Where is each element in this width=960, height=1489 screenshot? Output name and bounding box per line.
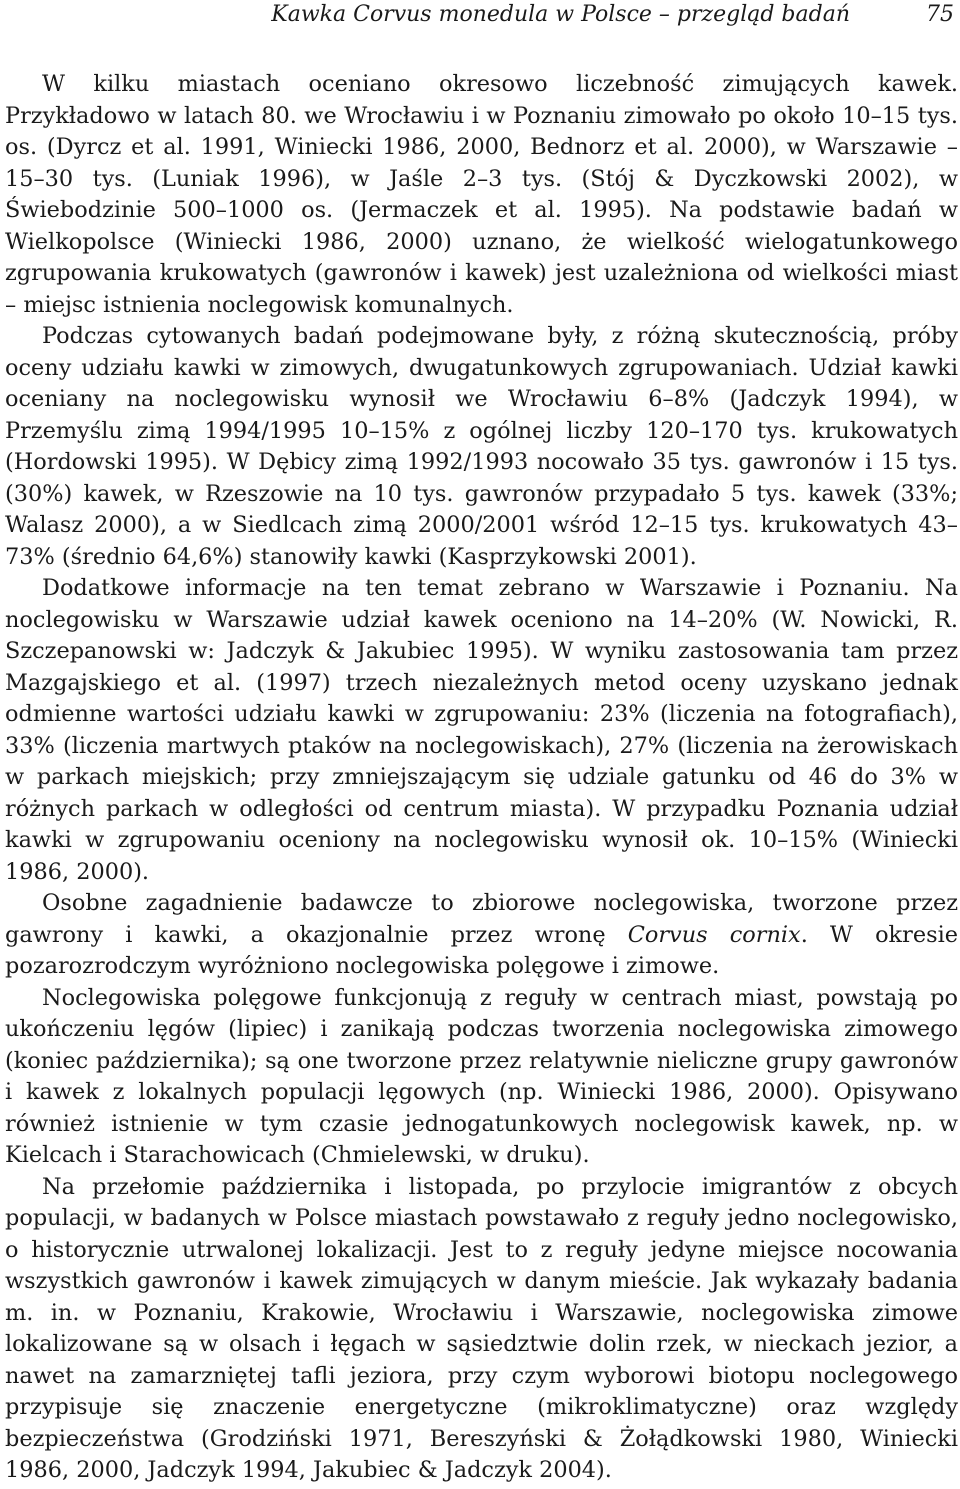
paragraph-communal-roosts-part2: . W okresie pozarozrodczym wyróżniono noclegowiska polęgowe i zimowe. bbox=[5, 921, 958, 979]
running-title: Kawka Corvus monedula w Polsce – przegląd badań bbox=[271, 2, 850, 27]
species-name-italic: Corvus cornix bbox=[627, 921, 801, 948]
paragraph-postbreeding-roosts: Noclegowiska polęgowe funkcjonują z reguły w centrach miast, powstają po ukończeniu lęgów (lipiec) i zanikają podczas tworzenia noclegowiska zimowego (koniec października); są one tworzone przez relatywnie nieliczne grupy gawronów i kawek z lokalnych populacji lęgowych (np. Winiecki 1986, 2000). Opisywano również istnienie w tym czasie jednogatunkowych noclegowisk kawek, np. w Kielcach i Starachowicach (Chmielewski, w druku). bbox=[5, 984, 958, 1168]
paragraph-communal-roosts bbox=[5, 888, 958, 983]
paragraph-winter-counts: W kilku miastach oceniano okresowo liczebność zimujących kawek. Przykładowo w latach 80. we Wrocławiu i w Poznaniu zimowało po około 10–15 tys. os. (Dyrcz et al. 1991, Winiecki 1986, 2000, Bednorz et al. 2000), w Warszawie – 15–30 tys. (Luniak 1996), w Jaśle 2–3 tys. (Stój & Dyczkowski 2002), w Świebodzinie 500–1000 os. (Jermaczek et al. 1995). Na podstawie badań w Wielkopolsce (Winiecki 1986, 2000) uznano, że wielkość wielogatunkowego zgrupowania krukowatych (gawronów i kawek) jest uzależniona od wielkości miast – miejsc istnienia noclegowisk komunalnych. bbox=[5, 71, 958, 318]
body-text bbox=[5, 69, 958, 1487]
paragraph-jackdaw-share: Podczas cytowanych badań podejmowane były, z różną skutecznością, próby oceny udziału kawki w zimowych, dwugatunkowych zgrupowaniach. Udział kawki oceniany na noclegowisku wynosił we Wrocławiu 6–8% (Jadczyk 1994), w Przemyślu zimą 1994/1995 10–15% z ogólnej liczby 120–170 tys. krukowatych (Hordowski 1995). W Dębicy zimą 1992/1993 nocowało 35 tys. gawronów i 15 tys. (30%) kawek, w Rzeszowie na 10 tys. gawronów przypadało 5 tys. kawek (33%; Walasz 2000), a w Siedlcach zimą 2000/2001 wśród 12–15 tys. krukowatych 43–73% (średnio 64,6%) stanowiły kawki (Kasprzykowski 2001). bbox=[5, 323, 958, 570]
page-number: 75 bbox=[926, 2, 954, 27]
paragraph-winter-roosts: Na przełomie października i listopada, po przylocie imigrantów z obcych populacji, w badanych w Polsce miastach powstawało z reguły jedno noclegowisko, o historycznie utrwalonej lokalizacji. Jest to z reguły jedyne miejsce nocowania wszystkich gawronów i kawek zimujących w danym mieście. Jak wykazały badania m. in. w Poznaniu, Krakowie, Wrocławiu i Warszawie, noclegowiska zimowe lokalizowane są w olsach i łęgach w sąsiedztwie dolin rzek, w nieckach jezior, a nawet na zamarzniętej tafli jeziora, przy czym wyborowi biotopu noclegowego przypisuje się znaczenie energetyczne (mikroklimatyczne) oraz względy bezpieczeństwa (Grodziński 1971, Bereszyński & Żołądkowski 1980, Winiecki 1986, 2000, Jadczyk 1994, Jakubiec & Jadczyk 2004). bbox=[5, 1173, 958, 1483]
paragraph-communal-roosts-part1: Osobne zagadnienie badawcze to zbiorowe noclegowiska, tworzone przez gawrony i kawki, a okazjonalnie przez wronę bbox=[5, 890, 958, 948]
page-header bbox=[0, 2, 954, 28]
paragraph-warsaw-poznan: Dodatkowe informacje na ten temat zebrano w Warszawie i Poznaniu. Na noclegowisku w Warszawie udział kawek oceniono na 14–20% (W. Nowicki, R. Szczepanowski w: Jadczyk & Jakubiec 1995). W wyniku zastosowania tam przez Mazgajskiego et al. (1997) trzech niezależnych metod oceny uzyskano jednak odmienne wartości udziału kawki w zgrupowaniu: 23% (liczenia na fotografiach), 33% (liczenia martwych ptaków na noclegowiskach), 27% (liczenia na żerowiskach w parkach miejskich; przy zmniejszającym się udziale gatunku od 46 do 3% w różnych parkach w odległości od centrum miasta). W przypadku Poznania udział kawki w zgrupowaniu oceniony na noclegowisku wynosił ok. 10–15% (Winiecki 1986, 2000). bbox=[5, 575, 958, 885]
